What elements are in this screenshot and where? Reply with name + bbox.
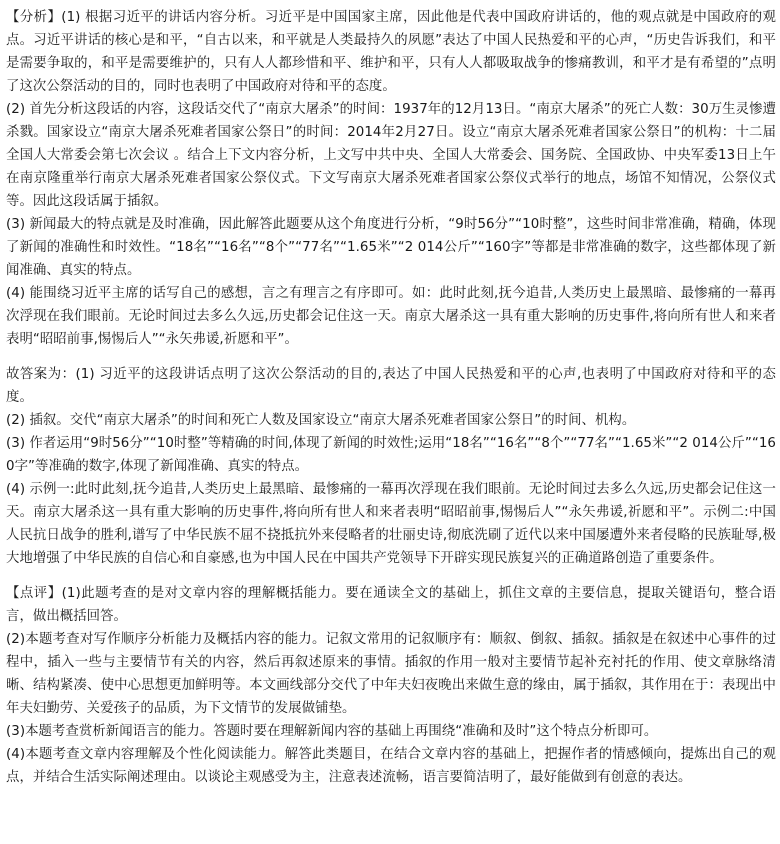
answer-paragraph-4: (4) 示例一:此时此刻,抚今追昔,人类历史上最黑暗、最惨痛的一幕再次浮现在我们眼前。无论时间过去多么久远,历史都会记住这一天。南京大屠杀这一具有重大影响的历史事件,将向所有世人和来者表明“昭昭前事,惕惕后人”“永矢弗谖,祈愿和平”。示例二:中国人民抗日战争的胜利,谱写了中华民族不屈不挠抵抗外来侵略者的壮丽史诗,彻底洗刷了近代以来中国屡遭外来者侵略的民族耻辱,极大地增强了中华民族的自信心和自豪感,也为中国人民在中国共产党领导下开辟实现民族复兴的正确道路创造了重要条件。 [6,482,776,566]
comment-paragraph-3: (3)本题考查赏析新闻语言的能力。答题时要在理解新闻内容的基础上再围绕“准确和及时”这个特点分析即可。 [6,724,658,739]
analysis-paragraph-4: (4) 能围绕习近平主席的话写自己的感想，言之有理言之有序即可。如：此时此刻,抚今追昔,人类历史上最黑暗、最惨痛的一幕再次浮现在我们眼前。无论时间过去多么久远,历史都会记住这一天。南京大屠杀这一具有重大影响的历史事件,将向所有世人和来者表明“昭昭前事,惕惕后人”“永矢弗谖,祈愿和平”。 [6,286,776,347]
comment-section [6,582,776,789]
analysis-section [6,6,776,351]
answer-paragraph-2: (2) 插叙。交代“南京大屠杀”的时间和死亡人数及国家设立“南京大屠杀死难者国家公祭日”的时间、机构。 [6,413,636,428]
analysis-paragraph-2: (2) 首先分析这段话的内容，这段话交代了“南京大屠杀”的时间：1937年的12月13日。“南京大屠杀”的死亡人数：30万生灵惨遭杀戮。国家设立“南京大屠杀死难者国家公祭日”的时间：2014年2月27日。设立“南京大屠杀死难者国家公祭日”的机构：十二届全国人大常委会第七次会议 。结合上下文内容分析，上文写中共中央、全国人大常委会、国务院、全国政协、中央军委13日上午在南京隆重举行南京大屠杀死难者国家公祭仪式。下文写南京大屠杀死难者国家公祭仪式举行的地点，场馆不知情况，公祭仪式等。因此这段话属于插叙。 [6,102,776,209]
answer-paragraph-3: (3) 作者运用“9时56分”“10时整”等精确的时间,体现了新闻的时效性;运用“18名”“16名”“8个”“77名”“1.65米”“2 014公斤”“160字”等准确的数字,体现了新闻准确、真实的特点。 [6,436,776,474]
section-divider [6,570,776,582]
comment-paragraph-2: (2)本题考查对写作顺序分析能力及概括内容的能力。记叙文常用的记叙顺序有：顺叙、倒叙、插叙。插叙是在叙述中心事件的过程中，插入一些与主要情节有关的内容，然后再叙述原来的事情。插叙的作用一般对主要情节起补充衬托的作用、使文章脉络清晰、结构紧凑、使中心思想更加鲜明等。本文画线部分交代了中年夫妇夜晚出来做生意的缘由，属于插叙，其作用在于：表现出中年夫妇勤劳、关爱孩子的品质，为下文情节的发展做铺垫。 [6,632,776,716]
comment-paragraph-4: (4)本题考查文章内容理解及个性化阅读能力。解答此类题目，在结合文章内容的基础上，把握作者的情感倾向，提炼出自己的观点，并结合生活实际阐述理由。以谈论主观感受为主，注意表述流畅，语言要简洁明了，最好能做到有创意的表达。 [6,747,776,785]
answer-paragraph-1: 故答案为：(1) 习近平的这段讲话点明了这次公祭活动的目的,表达了中国人民热爱和平的心声,也表明了中国政府对待和平的态度。 [6,367,776,405]
answer-section [6,363,776,570]
analysis-paragraph-1: 【分析】(1) 根据习近平的讲话内容分析。习近平是中国国家主席，因此他是代表中国政府讲话的，他的观点就是中国政府的观点。习近平讲话的核心是和平，“自古以来，和平就是人类最持久的夙愿”表达了中国人民热爱和平的心声，“历史告诉我们，和平是需要争取的，和平是需要维护的，只有人人都珍惜和平、维护和平，只有人人都吸取战争的惨痛教训，和平才是有希望的”点明了这次公祭活动的目的，同时也表明了中国政府对待和平的态度。 [6,10,776,94]
analysis-paragraph-3: (3) 新闻最大的特点就是及时准确，因此解答此题要从这个角度进行分析，“9时56分”“10时整”，这些时间非常准确，精确，体现了新闻的准确性和时效性。“18名”“16名”“8个”“77名”“1.65米”“2 014公斤”“160字”等都是非常准确的数字，这些都体现了新闻准确、真实的特点。 [6,217,776,278]
comment-paragraph-1: 【点评】(1)此题考查的是对文章内容的理解概括能力。要在通读全文的基础上，抓住文章的主要信息，提取关键语句，整合语言，做出概括回答。 [6,586,776,624]
section-divider [6,351,776,363]
